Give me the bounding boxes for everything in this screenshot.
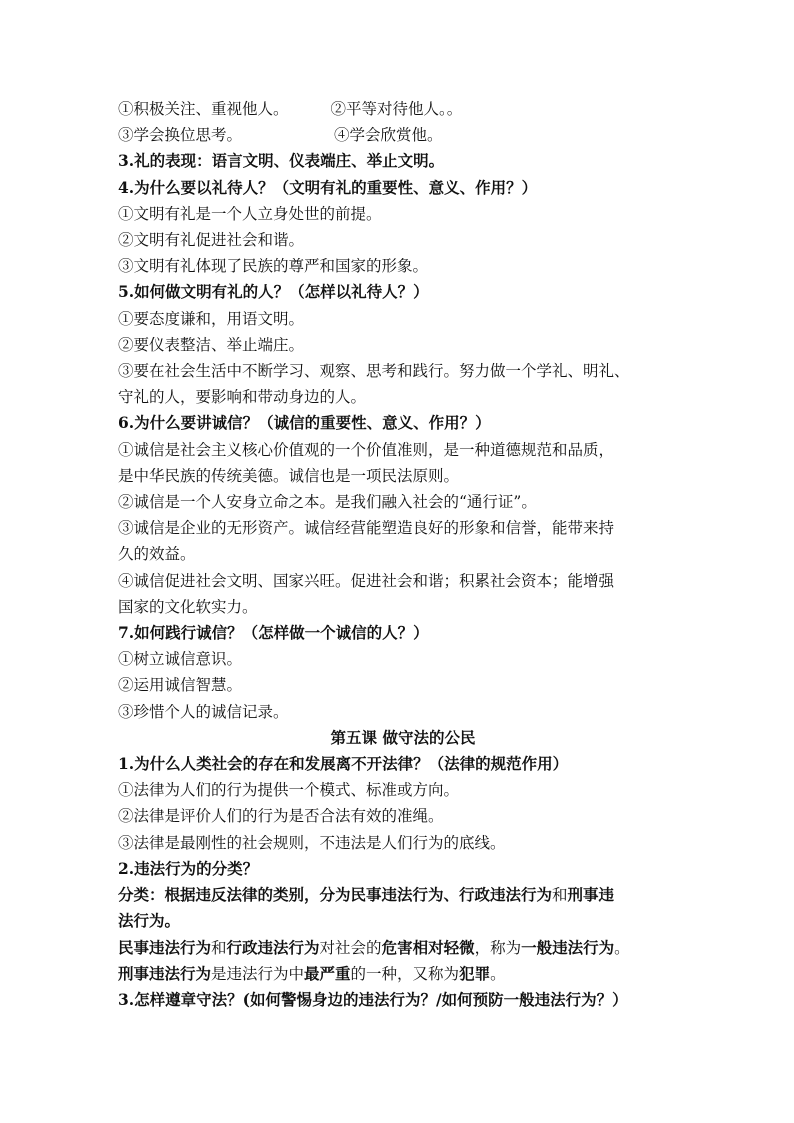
text-segment: 行政违法行为 — [226, 937, 320, 957]
text-segment: ①积极关注、重视他人。 — [118, 100, 289, 118]
text-line: ①法律为人们的行为提供一个模式、标准或方向。 — [118, 781, 460, 800]
text-line: ①要态度谦和，用语文明。 — [118, 309, 305, 328]
lesson-title: 第五课 做守法的公民 — [330, 727, 476, 747]
text-segment: ，称为 — [474, 938, 522, 957]
text-segment: 。 — [614, 938, 630, 957]
text-line: ③珍惜个人的诚信记录。 — [118, 702, 289, 721]
text-line: ③文明有礼体现了民族的尊严和国家的形象。 — [118, 257, 429, 276]
text-line: ①诚信是社会主义核心价值观的一个价值准则，是一种道德规范和品质， — [118, 440, 615, 459]
section-heading: 2.违法行为的分类？ — [118, 858, 259, 878]
text-segment: 分类：根据违反法律的类别，分为 — [118, 885, 351, 905]
text-segment: 最严重 — [304, 963, 351, 983]
text-line: ①树立诚信意识。 — [118, 650, 243, 669]
section-heading: 3.礼的表现：语言文明、仪表端庄、举止文明。 — [118, 151, 445, 171]
document-content — [118, 96, 688, 1013]
text-line — [118, 961, 688, 987]
section-heading: 5.如何做文明有礼的人？（怎样以礼待人？） — [118, 282, 429, 302]
text-segment: 危害相对轻微 — [381, 937, 475, 957]
text-line: ②运用诚信智慧。 — [118, 676, 243, 695]
text-line: ②诚信是一个人安身立命之本。是我们融入社会的“通行证”。 — [118, 493, 537, 512]
text-segment: ④学会欣赏他。 — [334, 126, 443, 145]
section-heading: 7.如何践行诚信？（怎样做一个诚信的人？） — [118, 623, 429, 643]
section-heading: 6.为什么要讲诚信？（诚信的重要性、意义、作用？） — [118, 413, 491, 433]
text-segment: 。 — [490, 964, 506, 983]
text-line: ②要仪表整洁、举止端庄。 — [118, 335, 305, 354]
text-segment: 对社会的 — [319, 938, 382, 957]
text-segment: 犯罪 — [459, 963, 491, 983]
text-line: 国家的文化软实力。 — [118, 597, 258, 616]
text-segment: 民事违法行为 — [118, 937, 212, 957]
text-segment: 是违法行为中 — [211, 964, 305, 983]
text-line: ①文明有礼是一个人立身处世的前提。 — [118, 204, 382, 223]
text-segment: 一般违法行为 — [521, 937, 615, 957]
text-line — [118, 96, 688, 122]
text-segment: 刑事违 — [567, 885, 615, 905]
text-line: ③要在社会生活中不断学习、观察、思考和践行。努力做一个学礼、明礼、 — [118, 362, 630, 381]
text-line: 久的效益。 — [118, 545, 196, 564]
text-line: 是中华民族的传统美德。诚信也是一项民法原则。 — [118, 466, 460, 485]
text-line: 守礼的人，要影响和带动身边的人。 — [118, 388, 367, 407]
section-heading: 3.怎样遵章守法？(如何警惕身边的违法行为？/如何预防一般违法行为？） — [118, 989, 628, 1009]
text-line: 法行为。 — [118, 911, 181, 931]
text-segment: ②平等对待他人。。 — [330, 100, 463, 118]
text-segment: 和 — [552, 886, 568, 905]
text-line: ③诚信是企业的无形资产。诚信经营能塑造良好的形象和信誉，能带来持 — [118, 519, 615, 538]
text-line — [118, 882, 688, 908]
text-segment: 的一种，又称为 — [350, 964, 460, 983]
text-segment: 和 — [211, 938, 227, 957]
text-segment: ③学会换位思考。 — [118, 126, 243, 145]
text-line — [118, 935, 688, 961]
text-line: ②文明有礼促进社会和谐。 — [118, 231, 305, 250]
text-segment: 刑事违法行为 — [118, 963, 212, 983]
text-line: ④诚信促进社会文明、国家兴旺。促进社会和谐；积累社会资本；能增强 — [118, 571, 615, 590]
section-heading: 1.为什么人类社会的存在和发展离不开法律？（法律的规范作用） — [118, 754, 569, 774]
text-line: ②法律是评价人们的行为是否合法有效的准绳。 — [118, 807, 444, 826]
text-line: ③法律是最刚性的社会规则，不违法是人们行为的底线。 — [118, 833, 506, 852]
section-heading: 4.为什么要以礼待人？（文明有礼的重要性、意义、作用？） — [118, 177, 538, 197]
text-segment: 民事违法行为、行政违法行为 — [350, 885, 553, 905]
text-line — [118, 122, 688, 148]
